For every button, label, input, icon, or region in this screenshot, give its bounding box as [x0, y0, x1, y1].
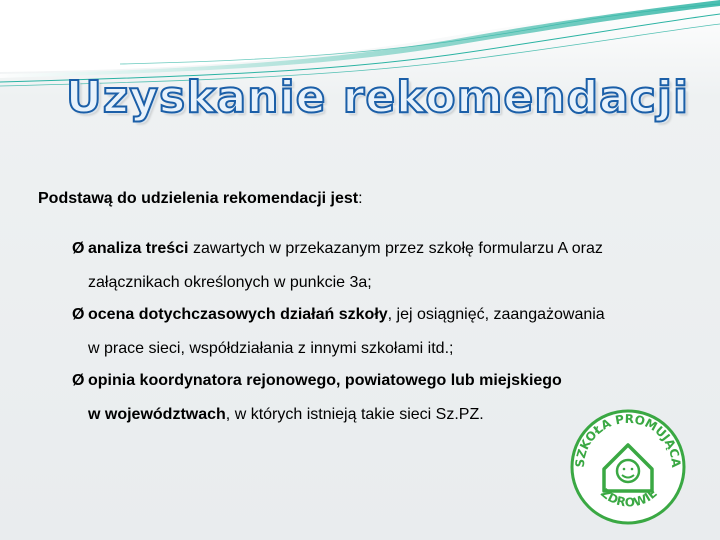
bullet-rest: , jej osiągnięć, zaangażowania: [387, 306, 605, 323]
bullet-item: [72, 232, 692, 300]
logo-top-text: SZKOŁA PROMUJĄCA: [572, 411, 684, 468]
bullet-line2: w prace sieci, współdziałania z innymi szkołami itd.;: [88, 340, 454, 357]
bullet-bold: analiza treści: [88, 240, 189, 257]
bullet-bold: opinia koordynatora rejonowego, powiatowego lub miejskiego: [88, 372, 562, 389]
bullet-rest: zawartych w przekazanym przez szkołę formularzu A oraz: [188, 240, 603, 257]
health-promoting-school-logo: [566, 405, 690, 525]
intro-rest: :: [358, 190, 363, 207]
bullet-line2-bold: w województwach: [88, 406, 226, 423]
bullet-line2: załącznikach określonych w punkcie 3a;: [88, 274, 372, 291]
intro-text: [38, 190, 363, 208]
arrow-bullet-icon: Ø: [72, 372, 85, 389]
bullet-line2-rest: , w których istnieją takie sieci Sz.PZ.: [225, 406, 484, 423]
bullet-bold: ocena dotychczasowych działań szkoły: [88, 306, 388, 323]
logo-bottom-text: ZDROWIE: [598, 485, 660, 510]
bullet-item: [72, 298, 692, 366]
arrow-bullet-icon: Ø: [72, 306, 85, 323]
arrow-bullet-icon: Ø: [72, 240, 85, 257]
intro-bold: Podstawą do udzielenia rekomendacji jest: [38, 190, 359, 207]
slide-title: Uzyskanie rekomendacji: [66, 72, 690, 123]
